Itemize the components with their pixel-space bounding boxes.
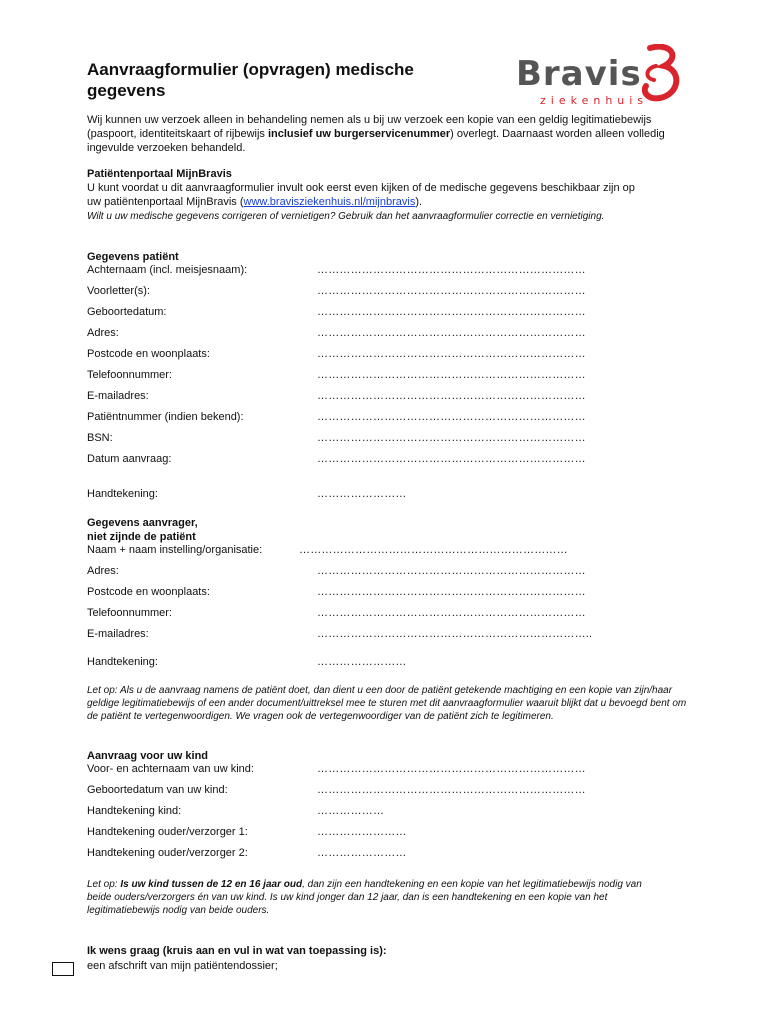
field-postcode: [87, 348, 647, 363]
fill-in-line[interactable]: ………………………………………………………………: [299, 544, 568, 556]
requester-subheading: niet zijnde de patiënt: [87, 531, 196, 543]
field-telefoon: [87, 369, 647, 384]
fill-in-line[interactable]: ………………………………………………………………: [317, 763, 586, 775]
field-label: Handtekening:: [87, 656, 158, 668]
signature-line[interactable]: ……………………: [317, 826, 407, 838]
field-kind-geboortedatum: [87, 784, 647, 799]
signature-line[interactable]: ……………………: [317, 847, 407, 859]
field-label: Achternaam (incl. meisjesnaam):: [87, 264, 248, 276]
fill-in-line[interactable]: ………………………………………………………………: [317, 565, 586, 577]
child-note: [87, 878, 667, 917]
field-label: Adres:: [87, 565, 119, 577]
signature-line[interactable]: ……………………: [317, 656, 407, 668]
patient-heading: Gegevens patiënt: [87, 251, 179, 263]
option-afschrift-label: een afschrift van mijn patiëntendossier;: [87, 960, 278, 972]
note-bold: Is uw kind tussen de 12 en 16 jaar oud: [120, 879, 303, 890]
field-patientnummer: [87, 411, 647, 426]
fill-in-line[interactable]: ………………………………………………………………: [317, 607, 586, 619]
field-label: Postcode en woonplaats:: [87, 586, 210, 598]
intro-part2: ) overlegt. Daarnaast worden alleen volledig ingevulde verzoeken behandeld.: [87, 128, 665, 154]
field-achternaam: [87, 264, 647, 279]
field-handtekening-patient: [87, 488, 647, 503]
fill-in-line[interactable]: ………………………………………………………………: [317, 432, 586, 444]
field-label: Handtekening ouder/verzorger 2:: [87, 847, 248, 859]
field-datum-aanvraag: [87, 453, 647, 468]
portal-text: [87, 181, 647, 209]
field-req-telefoon: [87, 607, 647, 622]
field-req-postcode: [87, 586, 647, 601]
field-req-adres: [87, 565, 647, 580]
child-heading: Aanvraag voor uw kind: [87, 750, 209, 762]
field-label: Handtekening kind:: [87, 805, 182, 817]
field-bsn: [87, 432, 647, 447]
field-req-email: [87, 628, 647, 643]
note-prefix: Let op:: [87, 879, 121, 890]
field-label: BSN:: [87, 432, 113, 444]
fill-in-line[interactable]: ………………………………………………………………: [317, 784, 586, 796]
field-voorletters: [87, 285, 647, 300]
field-req-handtekening: [87, 656, 647, 671]
field-label: Handtekening:: [87, 488, 158, 500]
fill-in-line[interactable]: ………………………………………………………………..: [317, 628, 593, 640]
field-label: Adres:: [87, 327, 119, 339]
field-label: Datum aanvraag:: [87, 453, 172, 465]
fill-in-line[interactable]: ………………………………………………………………: [317, 327, 586, 339]
fill-in-line[interactable]: ………………………………………………………………: [317, 411, 586, 423]
logo-brand: Bravis: [516, 54, 642, 94]
portal-text1: U kunt voordat u dit aanvraagformulier invult ook eerst even kijken of de medische gegevens beschikbaar zijn op uw patiëntenportaal MijnBravis (: [87, 182, 635, 208]
wish-heading: Ik wens graag (kruis aan en vul in wat van toepassing is):: [87, 945, 387, 957]
intro-part1: Wij kunnen uw verzoek alleen in behandeling nemen als u bij uw verzoek een kopie van een geldig legitimatiebewijs (paspoort, identiteitskaart of rijbewijs: [87, 114, 652, 140]
fill-in-line[interactable]: ………………………………………………………………: [317, 264, 586, 276]
signature-line[interactable]: ………………: [317, 805, 385, 817]
field-kind-naam: [87, 763, 647, 778]
fill-in-line[interactable]: ………………………………………………………………: [317, 390, 586, 402]
fill-in-line[interactable]: ………………………………………………………………: [317, 348, 586, 360]
portal-text2: ).: [415, 196, 423, 208]
field-label: Patiëntnummer (indien bekend):: [87, 411, 244, 423]
note-rest: , dan zijn een handtekening en een kopie van het legitimatiebewijs nodig van beide ouders/verzorgers én van uw kind. Is uw kind jonger dan 12 jaar, dan is een handtekening en een kopie van het legitimatiebewijs nodig van beide ouders.: [87, 879, 642, 916]
logo-sub: ziekenhuis: [540, 94, 649, 107]
field-email: [87, 390, 647, 405]
fill-in-line[interactable]: ………………………………………………………………: [317, 306, 586, 318]
fill-in-line[interactable]: ………………………………………………………………: [317, 369, 586, 381]
field-label: Handtekening ouder/verzorger 1:: [87, 826, 248, 838]
field-label: Naam + naam instelling/organisatie:: [87, 544, 263, 556]
field-label: Geboortedatum:: [87, 306, 167, 318]
portal-link[interactable]: www.bravisziekenhuis.nl/mijnbravis: [243, 196, 416, 208]
field-label: Geboortedatum van uw kind:: [87, 784, 228, 796]
fill-in-line[interactable]: ………………………………………………………………: [317, 285, 586, 297]
portal-italic-note: Wilt u uw medische gegevens corrigeren of vernietigen? Gebruik dan het aanvraagformulier correctie en vernietiging.: [87, 211, 605, 222]
field-label: Voorletter(s):: [87, 285, 150, 297]
signature-line[interactable]: ……………………: [317, 488, 407, 500]
field-adres: [87, 327, 647, 342]
field-handtekening-ouder-2: [87, 847, 647, 862]
requester-note: Let op: Als u de aanvraag namens de patiënt doet, dan dient u een door de patiënt getekende machtiging en een kopie van zijn/haar geldige legitimatiebewijs of een ander document/uittreksel mee te sturen met dit aanvraagformulier waaruit blijkt dat u bevoegd bent om de patiënt te vertegenwoordigen. We vragen ook de vertegenwoordiger van de patiënt zich te legitimeren.: [87, 685, 687, 722]
field-label: E-mailadres:: [87, 390, 149, 402]
bravis-mark-icon: [642, 44, 682, 102]
field-label: Telefoonnummer:: [87, 607, 172, 619]
field-naam-instelling: [87, 544, 647, 559]
field-label: Voor- en achternaam van uw kind:: [87, 763, 254, 775]
option-checkbox[interactable]: [52, 962, 74, 976]
fill-in-line[interactable]: ………………………………………………………………: [317, 453, 586, 465]
field-handtekening-kind: [87, 805, 647, 820]
intro-bold: inclusief uw burgerservicenummer: [267, 128, 451, 140]
field-label: E-mailadres:: [87, 628, 149, 640]
field-label: Postcode en woonplaats:: [87, 348, 210, 360]
field-handtekening-ouder-1: [87, 826, 647, 841]
fill-in-line[interactable]: ………………………………………………………………: [317, 586, 586, 598]
page-title: Aanvraagformulier (opvragen) medische gegevens: [87, 60, 414, 100]
requester-heading: Gegevens aanvrager,: [87, 517, 198, 529]
field-geboortedatum: [87, 306, 647, 321]
portal-heading: Patiëntenportaal MijnBravis: [87, 168, 232, 180]
intro-text: [87, 113, 677, 155]
field-label: Telefoonnummer:: [87, 369, 172, 381]
bravis-logo: [512, 44, 682, 108]
